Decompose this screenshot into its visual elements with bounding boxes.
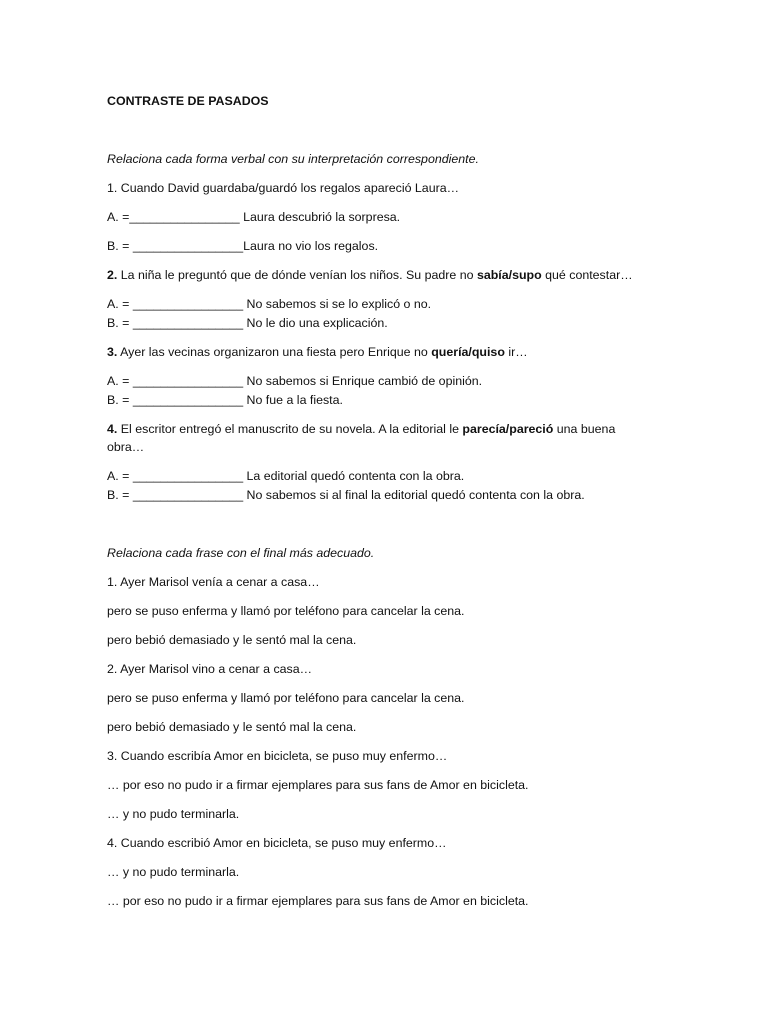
question-3-number: 3.	[107, 345, 118, 359]
question-3-text-end: ir…	[504, 345, 528, 359]
question-1-option-a: A. =________________ Laura descubrió la sorpresa.	[107, 210, 401, 224]
sentence-3-ending-1: … por eso no pudo ir a firmar ejemplares para sus fans de Amor en bicicleta.	[107, 778, 529, 792]
sentence-1-ending-2: pero bebió demasiado y le sentó mal la cena.	[107, 633, 357, 647]
question-4-option-a: A. = ________________ La editorial quedó contenta con la obra.	[107, 469, 465, 483]
question-4-text-end: una buena	[553, 422, 616, 436]
sentence-1-ending-1: pero se puso enferma y llamó por teléfono para cancelar la cena.	[107, 604, 465, 618]
question-3-option-b: B. = ________________ No fue a la fiesta.	[107, 393, 343, 407]
sentence-2-ending-1: pero se puso enferma y llamó por teléfono para cancelar la cena.	[107, 691, 465, 705]
question-4-option-b: B. = ________________ No sabemos si al final la editorial quedó contenta con la obra.	[107, 488, 585, 502]
question-2	[107, 267, 633, 283]
question-3-verb: quería/quiso	[431, 345, 505, 359]
sentence-1: 1. Ayer Marisol venía a cenar a casa…	[107, 575, 320, 589]
section2-instruction: Relaciona cada frase con el final más adecuado.	[107, 546, 375, 560]
question-2-verb: sabía/supo	[476, 268, 542, 282]
question-4-number: 4.	[107, 422, 118, 436]
question-3-text: Ayer las vecinas organizaron una fiesta pero Enrique no	[117, 345, 432, 359]
question-2-number: 2.	[107, 268, 118, 282]
question-4-line-2: obra…	[107, 440, 145, 454]
question-2-option-a: A. = ________________ No sabemos si se lo explicó o no.	[107, 297, 432, 311]
sentence-2-ending-2: pero bebió demasiado y le sentó mal la cena.	[107, 720, 357, 734]
sentence-4-ending-2: … por eso no pudo ir a firmar ejemplares para sus fans de Amor en bicicleta.	[107, 894, 529, 908]
sentence-3-ending-2: … y no pudo terminarla.	[107, 807, 240, 821]
sentence-4-ending-1: … y no pudo terminarla.	[107, 865, 240, 879]
question-3-option-a: A. = ________________ No sabemos si Enrique cambió de opinión.	[107, 374, 483, 388]
question-3	[107, 344, 528, 360]
sentence-3: 3. Cuando escribía Amor en bicicleta, se puso muy enfermo…	[107, 749, 448, 763]
question-1: 1. Cuando David guardaba/guardó los regalos apareció Laura…	[107, 181, 459, 195]
question-4	[107, 421, 615, 437]
question-2-text: La niña le preguntó que de dónde venían los niños. Su padre no	[117, 268, 477, 282]
page-title: CONTRASTE DE PASADOS	[107, 94, 269, 108]
question-4-text: El escritor entregó el manuscrito de su novela. A la editorial le	[117, 422, 463, 436]
section1-instruction: Relaciona cada forma verbal con su interpretación correspondiente.	[107, 152, 479, 166]
question-1-option-b: B. = ________________Laura no vio los regalos.	[107, 239, 379, 253]
question-4-verb: parecía/pareció	[462, 422, 554, 436]
sentence-2: 2. Ayer Marisol vino a cenar a casa…	[107, 662, 313, 676]
sentence-4: 4. Cuando escribió Amor en bicicleta, se puso muy enfermo…	[107, 836, 447, 850]
question-2-text-end: qué contestar…	[541, 268, 633, 282]
question-2-option-b: B. = ________________ No le dio una explicación.	[107, 316, 388, 330]
